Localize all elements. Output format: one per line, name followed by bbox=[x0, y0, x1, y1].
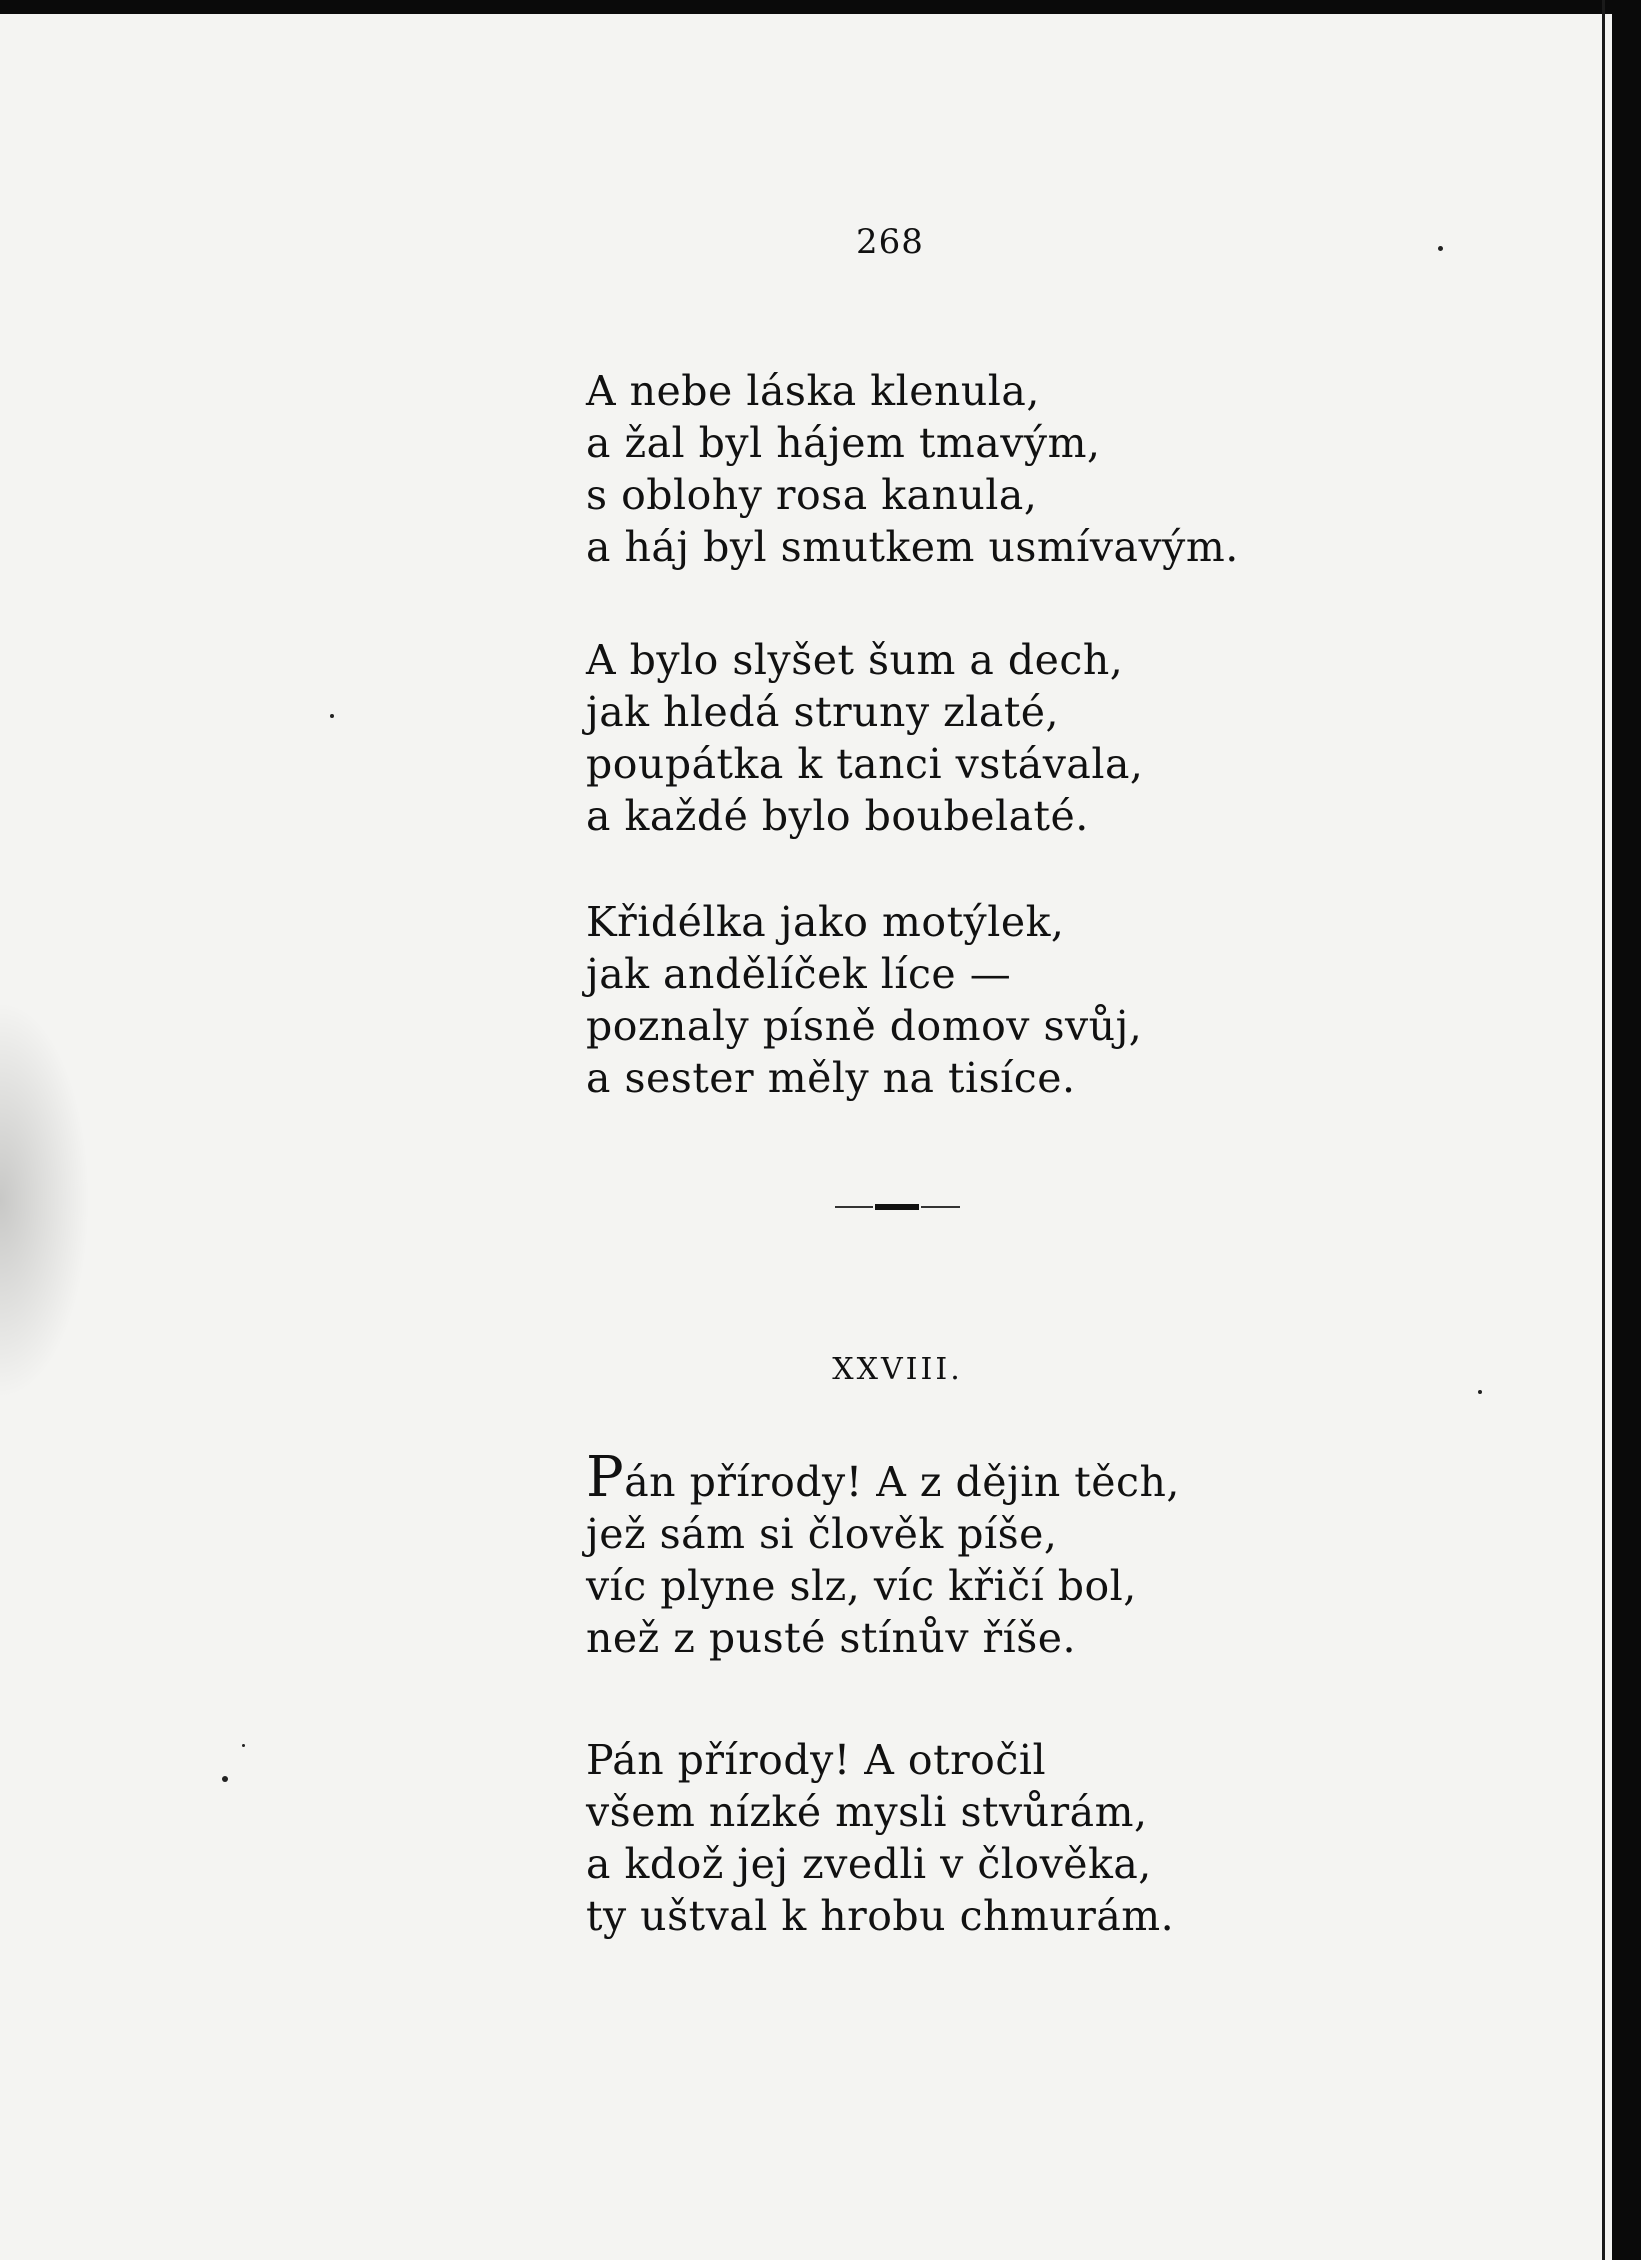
verse-line-first bbox=[586, 1445, 1180, 1510]
verse-line: všem nízké mysli stvůrám, bbox=[586, 1788, 1148, 1836]
paper-speck bbox=[242, 1744, 245, 1747]
verse-line: a každé bylo boubelaté. bbox=[586, 792, 1089, 840]
verse-line: jak hledá struny zlaté, bbox=[586, 688, 1060, 736]
verse-line: a háj byl smutkem usmívavým. bbox=[586, 523, 1239, 571]
verse-line: víc plyne slz, víc křičí bol, bbox=[586, 1562, 1137, 1610]
divider-thin-left bbox=[835, 1206, 873, 1208]
verse-line: než z pusté stínův říše. bbox=[586, 1614, 1077, 1662]
scan-frame-top bbox=[0, 0, 1641, 14]
page-number: 268 bbox=[856, 222, 924, 262]
stanza-4 bbox=[586, 1445, 1180, 1664]
scan-frame-right-line bbox=[1602, 0, 1605, 2260]
divider-thin-right bbox=[921, 1206, 960, 1208]
verse-line: a kdož jej zvedli v člověka, bbox=[586, 1840, 1152, 1888]
verse-line: ty uštval k hrobu chmurám. bbox=[586, 1892, 1175, 1940]
divider-thick-center bbox=[875, 1204, 919, 1210]
paper-speck bbox=[1478, 1390, 1482, 1394]
scan-shadow bbox=[0, 1000, 90, 1400]
section-heading: XXVIII. bbox=[832, 1352, 963, 1387]
drop-cap: P bbox=[586, 1445, 625, 1510]
verse-line: jak andělíček líce — bbox=[586, 950, 1012, 998]
verse-line: A nebe láska klenula, bbox=[586, 367, 1040, 415]
first-line-rest: án přírody! A z dějin těch, bbox=[624, 1458, 1180, 1506]
section-divider bbox=[835, 1204, 960, 1210]
verse-line: a žal byl hájem tmavým, bbox=[586, 419, 1101, 467]
paper-speck bbox=[222, 1776, 228, 1782]
paper-speck bbox=[330, 714, 334, 718]
stanza-5 bbox=[586, 1734, 1174, 1942]
stanza-1 bbox=[586, 365, 1239, 573]
verse-line: a sester měly na tisíce. bbox=[586, 1054, 1076, 1102]
verse-line: Křidélka jako motýlek, bbox=[586, 898, 1065, 946]
verse-line: Pán přírody! A otročil bbox=[586, 1736, 1047, 1784]
verse-line: poznaly písně domov svůj, bbox=[586, 1002, 1143, 1050]
scan-frame-right bbox=[1612, 0, 1641, 2260]
verse-line: s oblohy rosa kanula, bbox=[586, 471, 1038, 519]
stanza-2 bbox=[586, 634, 1143, 842]
verse-line: jež sám si člověk píše, bbox=[586, 1510, 1058, 1558]
verse-line: A bylo slyšet šum a dech, bbox=[586, 636, 1124, 684]
stanza-3 bbox=[586, 896, 1142, 1104]
verse-line: poupátka k tanci vstávala, bbox=[586, 740, 1144, 788]
